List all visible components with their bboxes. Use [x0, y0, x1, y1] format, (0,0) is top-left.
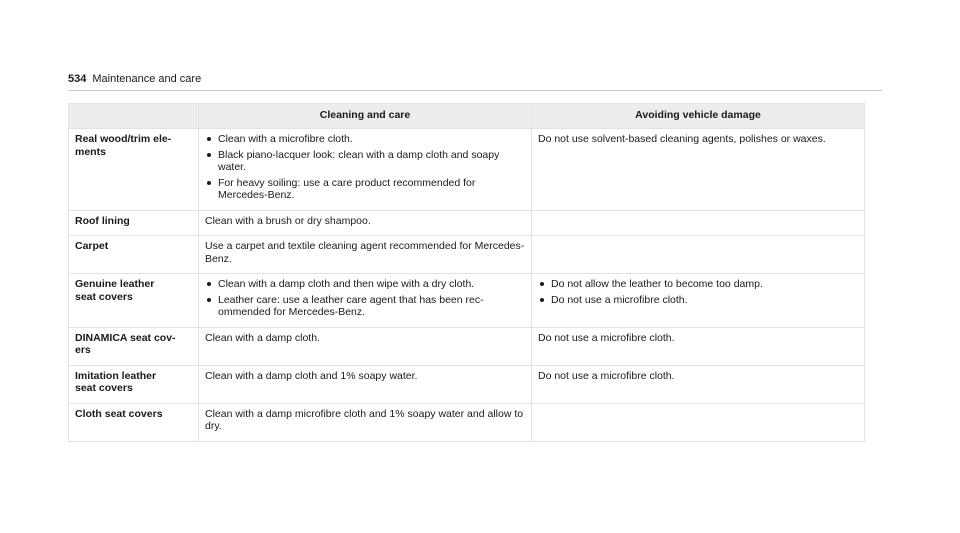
table-row: [69, 210, 865, 236]
page-header: [68, 72, 882, 91]
avoid-damage-cell: [532, 274, 865, 328]
care-list: [205, 133, 525, 202]
avoid-damage-cell: Do not use a microfibre cloth.: [532, 365, 865, 403]
item-name-cell: Cloth seat covers: [69, 403, 199, 441]
item-name-cell: Imitation leather seat covers: [69, 365, 199, 403]
avoid-damage-cell: [532, 403, 865, 441]
table-row: [69, 327, 865, 365]
list-item-text: Clean with a damp cloth and then wipe with a dry cloth.: [218, 278, 475, 290]
list-item-text: Do not use a microfibre cloth.: [551, 293, 688, 306]
table-header-row: [69, 104, 865, 129]
list-item-text: Do not allow the leather to become too damp.: [551, 278, 763, 290]
list-item-text: Black piano-lacquer look: clean with a damp cloth and soapy water.: [218, 148, 500, 173]
table-row: [69, 129, 865, 211]
avoid-list: [538, 278, 858, 306]
cleaning-care-cell: Clean with a damp cloth and 1% soapy water.: [199, 365, 532, 403]
avoid-damage-cell: [532, 210, 865, 236]
column-header-item: [69, 104, 199, 129]
section-title: Maintenance and care: [92, 73, 202, 85]
list-item: [538, 278, 858, 291]
list-item: [538, 294, 858, 307]
bullet-icon: [207, 153, 211, 157]
column-header-cleaning: Cleaning and care: [199, 104, 532, 129]
bullet-icon: [207, 298, 211, 302]
column-header-avoiding-damage: Avoiding vehicle damage: [532, 104, 865, 129]
cleaning-care-cell: Clean with a damp microfibre cloth and 1% soapy water and allow to dry.: [199, 403, 532, 441]
item-name-cell: Roof lining: [69, 210, 199, 236]
table-row: [69, 365, 865, 403]
table-body: [69, 129, 865, 442]
care-table: [68, 103, 865, 442]
bullet-icon: [207, 181, 211, 185]
care-list: [205, 278, 525, 319]
item-name-cell: Real wood/trim ele- ments: [69, 129, 199, 211]
list-item: [205, 294, 525, 319]
list-item: [205, 133, 525, 146]
bullet-icon: [207, 282, 211, 286]
avoid-damage-cell: Do not use solvent-based cleaning agents, polishes or waxes.: [532, 129, 865, 211]
item-name-cell: Carpet: [69, 236, 199, 274]
page-number: 534: [68, 73, 87, 85]
cleaning-care-cell: Use a carpet and textile cleaning agent recommended for Mercedes-Benz.: [199, 236, 532, 274]
bullet-icon: [540, 282, 544, 286]
cleaning-care-cell: Clean with a damp cloth.: [199, 327, 532, 365]
bullet-icon: [540, 298, 544, 302]
list-item-text: For heavy soiling: use a care product recommended for Mercedes-Benz.: [218, 176, 476, 201]
avoid-damage-cell: [532, 236, 865, 274]
list-item-text: Leather care: use a leather care agent that has been rec- ommended for Mercedes-Benz.: [218, 293, 484, 318]
table-row: [69, 403, 865, 441]
item-name-cell: DINAMICA seat cov- ers: [69, 327, 199, 365]
list-item: [205, 278, 525, 291]
item-name-cell: Genuine leather seat covers: [69, 274, 199, 328]
cleaning-care-cell: [199, 129, 532, 211]
list-item: [205, 177, 525, 202]
cleaning-care-cell: [199, 274, 532, 328]
cleaning-care-cell: Clean with a brush or dry shampoo.: [199, 210, 532, 236]
list-item: [205, 149, 525, 174]
table-row: [69, 274, 865, 328]
bullet-icon: [207, 137, 211, 141]
table-row: [69, 236, 865, 274]
avoid-damage-cell: Do not use a microfibre cloth.: [532, 327, 865, 365]
list-item-text: Clean with a microfibre cloth.: [218, 133, 353, 145]
